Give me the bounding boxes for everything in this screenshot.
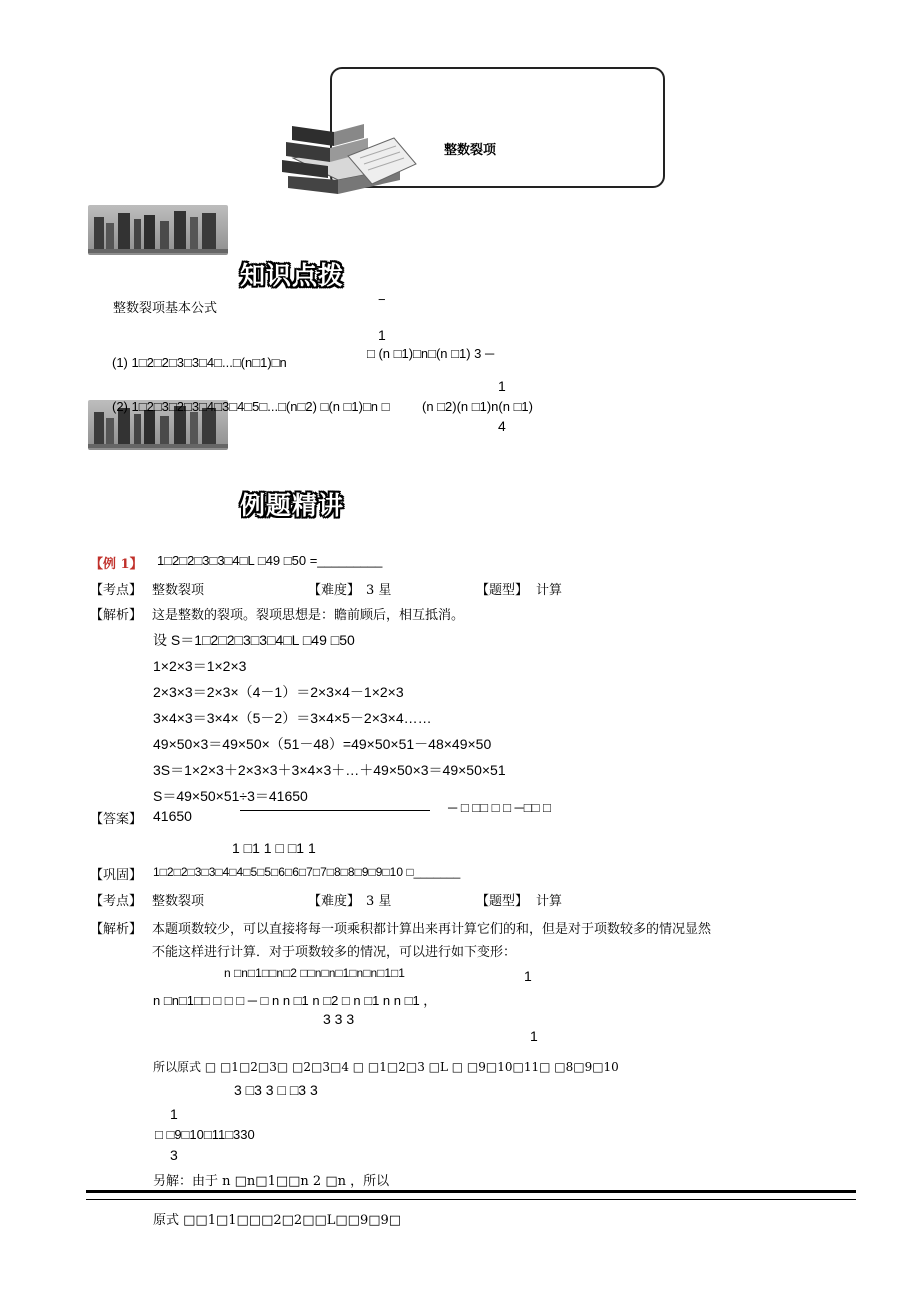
- formula1-rhs: □ (n □1)□n□(n □1) 3 ─: [367, 346, 495, 361]
- example-tag: 【例 1】: [90, 557, 143, 572]
- nandu-label: 【难度】: [308, 583, 361, 598]
- practice-problem: 1□2□2□3□3□4□4□5□5□6□6□7□7□8□8□9□9□10 □_______: [153, 865, 461, 879]
- formula2-numerator: 1: [498, 378, 506, 394]
- derivation-denominators: 3 3 3: [323, 1011, 355, 1027]
- answer-label: 【答案】: [90, 812, 143, 827]
- section-banner-image: [88, 205, 228, 255]
- solution-line: S＝49×50×51÷3＝41650: [153, 788, 308, 804]
- solution-line: 1×2×3＝1×2×3: [153, 658, 247, 674]
- solution-line: 2×3×3＝2×3×（4－1）＝2×3×4－1×2×3: [153, 684, 404, 700]
- derivation-middle: n □n□1□□ □ □ □ ─ □ n n □1 n □2 □ n □1 n n □1 ，: [153, 993, 437, 1008]
- solution-line: 49×50×3＝49×50×（51－48）=49×50×51－48×49×50: [153, 736, 492, 752]
- nandu-label: 【难度】: [308, 894, 361, 909]
- sum-line: 所以原式 □ □1□2□3□ □2□3□4 □ □1□2□3 □L □ □9□10□11□ □8□9□10: [153, 1060, 619, 1074]
- practice-tag: 【巩固】: [90, 868, 143, 883]
- last-line: 原式 □□1□1□□□2□2□□L□□9□9□: [153, 1213, 402, 1228]
- formula2-denominator: 4: [498, 418, 506, 434]
- answer-tail: ─ □ □□ □ □ ─□□ □: [448, 800, 551, 815]
- jiexi-label: 【解析】: [90, 608, 143, 623]
- example-problem: 1□2□2□3□3□4□L □49 □50 =_________: [157, 553, 383, 568]
- jiexi-label: 【解析】: [90, 922, 143, 937]
- tail-denominator: 3: [170, 1147, 178, 1163]
- formula-dash: −: [378, 292, 386, 307]
- nandu-value: 3 星: [366, 894, 392, 909]
- answer-value: 41650: [153, 808, 192, 824]
- tixing-label: 【题型】: [476, 894, 529, 909]
- formula1-numerator: 1: [378, 327, 386, 343]
- jiexi-text-2: 不能这样进行计算．对于项数较多的情况，可以进行如下变形：: [152, 945, 517, 960]
- sum-denominators: 3 □3 3 □ □3 3: [234, 1082, 318, 1098]
- formula1-lhs: (1) 1□2□2□3□3□4□...□(n□1)□n: [112, 355, 287, 370]
- sum-numerator: 1: [530, 1028, 538, 1044]
- jiexi-text: 这是整数的裂项。裂项思想是：瞻前顾后，相互抵消。: [152, 608, 465, 623]
- tail-numerator: 1: [170, 1106, 178, 1122]
- section-heading-examples: 例题精讲: [240, 491, 345, 520]
- solution-line: 设 S＝1□2□2□3□3□4□L □49 □50: [153, 632, 355, 648]
- jiexi-text-1: 本题项数较少，可以直接将每一项乘积都计算出来再计算它们的和，但是对于项数较多的情况显然: [152, 922, 712, 937]
- nandu-value: 3 星: [366, 583, 392, 598]
- section-heading-knowledge: 知识点拨: [240, 261, 345, 290]
- formula2-lhs: (2) 1□2□3□2□3□4□3□4□5□...□(n□2) □(n □1)□n □: [112, 399, 390, 414]
- tixing-value: 计算: [536, 894, 563, 909]
- tail-line: □ □9□10□11□330: [155, 1127, 255, 1142]
- derivation-numerator: 1: [524, 968, 532, 984]
- kaodian-value: 整数裂项: [152, 894, 205, 909]
- footer-rule: [86, 1190, 856, 1200]
- alternate-solution: 另解：由于 n □n□1□□n 2 □n ，所以: [153, 1174, 390, 1189]
- formula-intro: 整数裂项基本公式: [113, 301, 218, 316]
- kaodian-label: 【考点】: [90, 583, 143, 598]
- tixing-value: 计算: [536, 583, 563, 598]
- formula2-rhs: (n □2)(n □1)n(n □1): [422, 399, 533, 414]
- derivation-top: n □n□1□□n□2 □□n□n□1□n□n□1□1: [224, 966, 405, 980]
- bookshelf-icon: [88, 205, 228, 255]
- tixing-label: 【题型】: [476, 583, 529, 598]
- kaodian-value: 整数裂项: [152, 583, 205, 598]
- solution-line: 3×4×3＝3×4×（5－2）＝3×4×5－2×3×4……: [153, 710, 432, 726]
- answer-rule: [240, 810, 430, 811]
- books-illustration: [268, 118, 418, 200]
- kaodian-label: 【考点】: [90, 894, 143, 909]
- page-title: 整数裂项: [444, 143, 497, 158]
- solution-line: 3S＝1×2×3＋2×3×3＋3×4×3＋…＋49×50×3＝49×50×51: [153, 762, 506, 778]
- fraction-row: 1 □1 1 □ □1 1: [232, 840, 316, 856]
